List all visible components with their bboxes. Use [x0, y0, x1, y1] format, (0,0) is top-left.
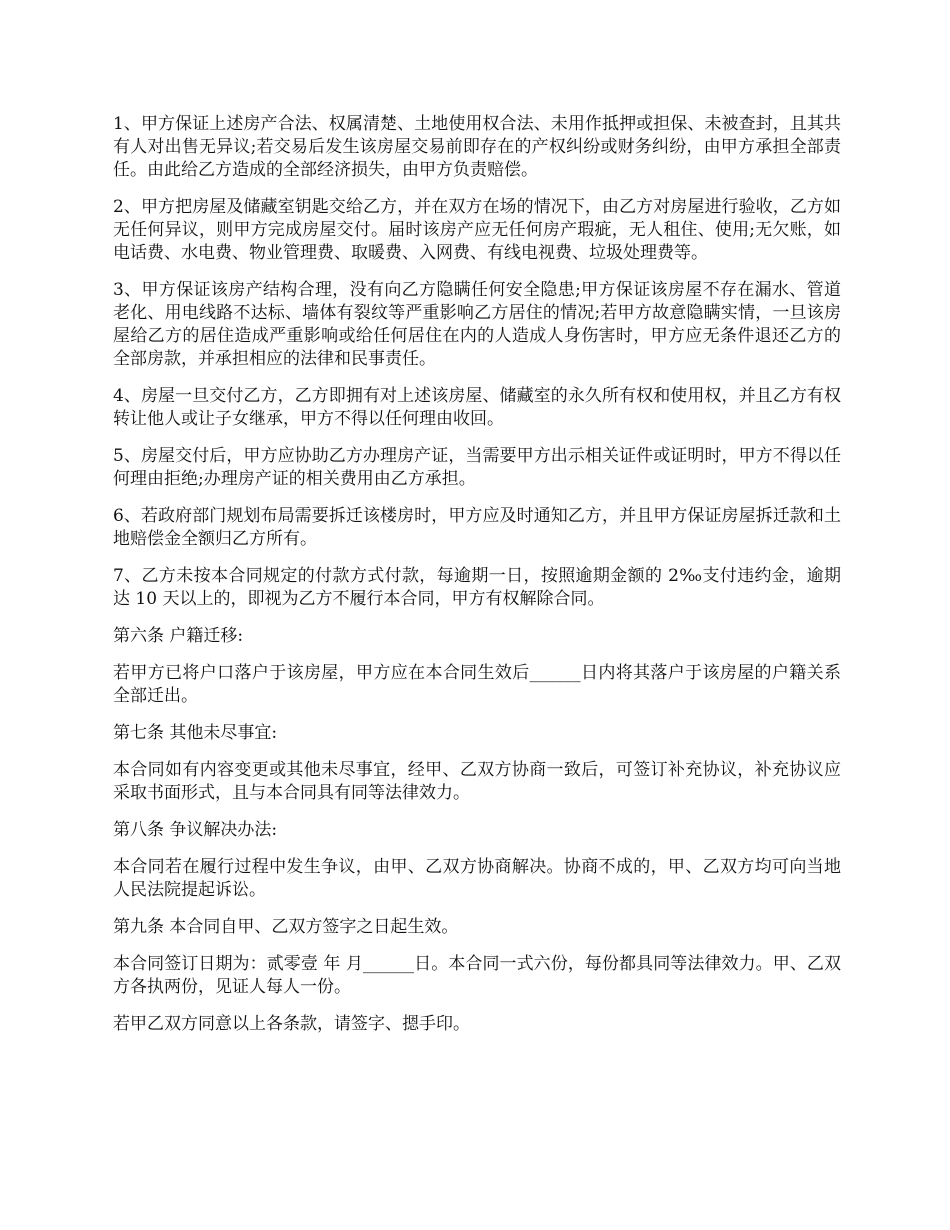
article-8-heading: 第八条 争议解决办法: [113, 820, 278, 840]
signing-date-paragraph: 本合同签订日期为：贰零壹 年 月______日。本合同一式六份，每份都具同等法律效力。甲、乙双方各执两份，见证人每人一份。 [113, 954, 841, 997]
clause-6-paragraph: 6、若政府部门规划布局需要拆迁该楼房时，甲方应及时通知乙方，并且甲方保证房屋拆迁款和土地赔偿金全额归乙方所有。 [113, 506, 841, 549]
clause-1-paragraph: 1、甲方保证上述房产合法、权属清楚、土地使用权合法、未用作抵押或担保、未被查封，且其共有人对出售无异议;若交易后发生该房屋交易前即存在的产权纠纷或财务纠纷，由甲方承担全部责任。由此给乙方造成的全部经济损失，由甲方负责赔偿。 [113, 114, 841, 180]
clause-4-paragraph: 4、房屋一旦交付乙方，乙方即拥有对上述该房屋、储藏室的永久所有权和使用权，并且乙方有权转让他人或让子女继承，甲方不得以任何理由收回。 [113, 386, 841, 429]
article-9-heading: 第九条 本合同自甲、乙双方签字之日起生效。 [113, 917, 459, 937]
clause-5-paragraph: 5、房屋交付后，甲方应协助乙方办理房产证，当需要甲方出示相关证件或证明时，甲方不得以任何理由拒绝;办理房产证的相关费用由乙方承担。 [113, 446, 841, 489]
clause-2-paragraph: 2、甲方把房屋及储藏室钥匙交给乙方，并在双方在场的情况下，由乙方对房屋进行验收，乙方如无任何异议，则甲方完成房屋交付。届时该房产应无任何房产瑕疵，无人租住、使用;无欠账，如电话费、水电费、物业管理费、取暖费、入网费、有线电视费、垃圾处理费等。 [113, 197, 841, 263]
article-6-heading: 第六条 户籍迁移: [113, 626, 244, 646]
signature-instruction: 若甲乙双方同意以上各条款，请签字、摁手印。 [113, 1014, 470, 1034]
document-body [113, 113, 841, 1050]
article-6-body: 若甲方已将户口落户于该房屋，甲方应在本合同生效后______日内将其落户于该房屋的户籍关系全部迁出。 [113, 663, 841, 706]
article-7-body: 本合同如有内容变更或其他未尽事宜，经甲、乙双方协商一致后，可签订补充协议，补充协议应采取书面形式，且与本合同具有同等法律效力。 [113, 760, 841, 803]
article-7-heading: 第七条 其他未尽事宜: [113, 723, 278, 743]
clause-3-paragraph: 3、甲方保证该房产结构合理，没有向乙方隐瞒任何安全隐患;甲方保证该房屋不存在漏水、管道老化、用电线路不达标、墙体有裂纹等严重影响乙方居住的情况;若甲方故意隐瞒实情，一旦该房屋给乙方的居住造成严重影响或给任何居住在内的人造成人身伤害时，甲方应无条件退还乙方的全部房款，并承担相应的法律和民事责任。 [113, 280, 841, 369]
article-8-body: 本合同若在履行过程中发生争议，由甲、乙双方协商解决。协商不成的，甲、乙双方均可向当地人民法院提起诉讼。 [113, 857, 841, 900]
clause-7-paragraph: 7、乙方未按本合同规定的付款方式付款，每逾期一日，按照逾期金额的 2‰支付违约金，逾期达 10 天以上的，即视为乙方不履行本合同，甲方有权解除合同。 [113, 566, 841, 609]
